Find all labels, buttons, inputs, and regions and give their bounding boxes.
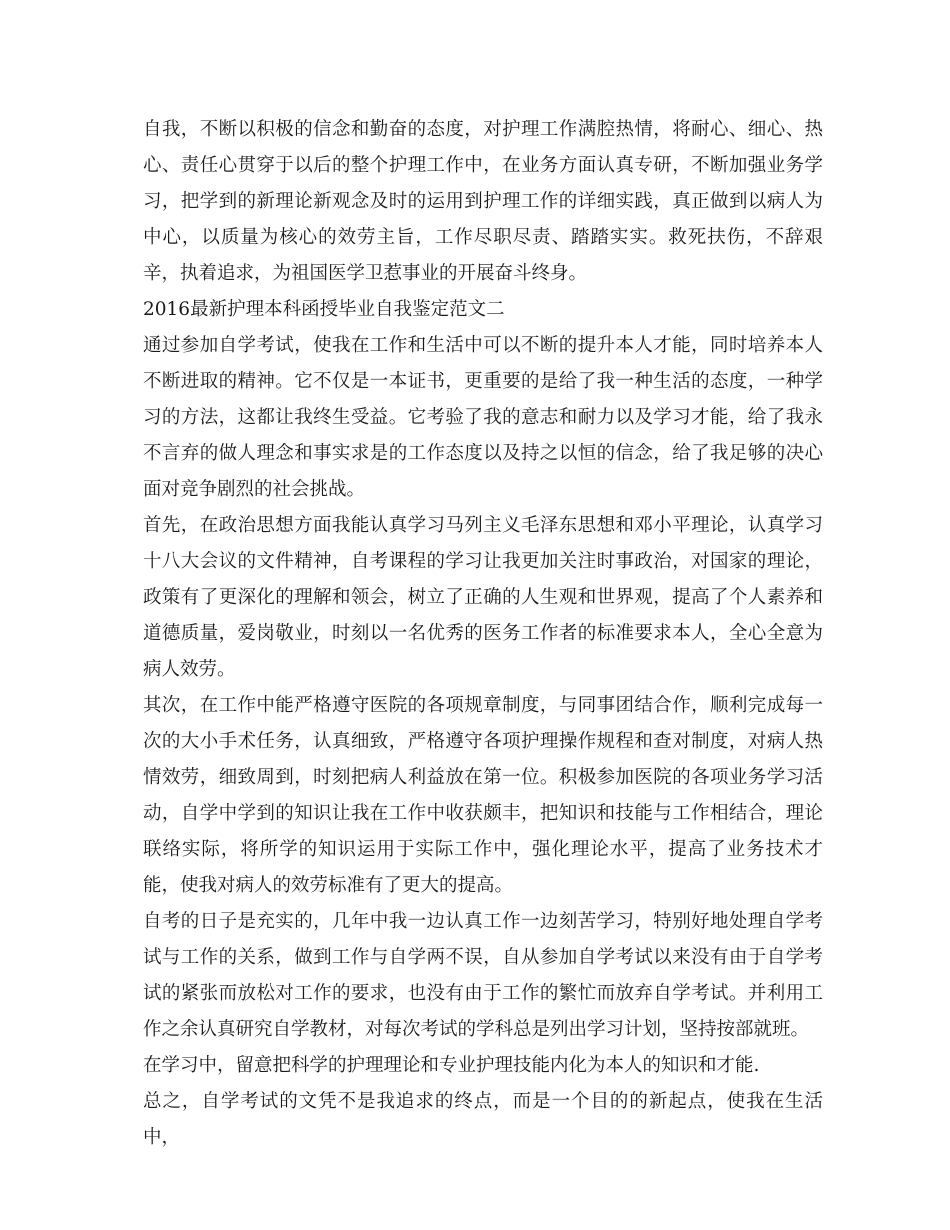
paragraph-politics: 首先，在政治思想方面我能认真学习马列主义毛泽东思想和邓小平理论，认真学习十八大会议的文件精神，自考课程的学习让我更加关注时事政治，对国家的理论，政策有了更深化的理解和领会，树立了正确的人生观和世界观，提高了个人素养和道德质量，爱岗敬业，时刻以一名优秀的医务工作者的标准要求本人，全心全意为病人效劳。 [143,515,823,680]
paragraph-intro: 自我，不断以积极的信念和勤奋的态度，对护理工作满腔热情，将耐心、细心、热心、责任心贯穿于以后的整个护理工作中，在业务方面认真专研，不断加强业务学习，把学到的新理论新观念及时的运用到护理工作的详细实践，真正做到以病人为中心，以质量为核心的效劳主旨，工作尽职尽责、踏踏实实。救死扶伤，不辞艰辛，执着追求，为祖国医学卫惹事业的开展奋斗终身。 [143,119,823,284]
paragraph-work: 其次，在工作中能严格遵守医院的各项规章制度，与同事团结合作，顺利完成每一次的大小手术任务，认真细致，严格遵守各项护理操作规程和查对制度，对病人热情效劳，细致周到，时刻把病人利益放在第一位。积极参加医院的各项业务学习活动，自学中学到的知识让我在工作中收获颇丰，把知识和技能与工作相结合，理论联络实际，将所学的知识运用于实际工作中，强化理论水平，提高了业务技术才能，使我对病人的效劳标准有了更大的提高。 [143,695,823,896]
paragraph-conclusion: 总之，自学考试的文凭不是我追求的终点，而是一个目的的新起点，使我在生活中， [143,1091,823,1148]
paragraph-exam-days: 自考的日子是充实的，几年中我一边认真工作一边刻苦学习，特别好地处理自学考试与工作的关系，做到工作与自学两不误，自从参加自学考试以来没有由于自学考试的紧张而放松对工作的要求，也没有由于工作的繁忙而放弃自学考试。并利用工作之余认真研究自学教材，对每次考试的学科总是列出学习计划，坚持按部就班。 [143,911,823,1040]
paragraph-self-study: 通过参加自学考试，使我在工作和生活中可以不断的提升本人才能，同时培养本人不断进取的精神。它不仅是一本证书，更重要的是给了我一种生活的态度，一种学习的方法，这都让我终生受益。它考验了我的意志和耐力以及学习才能，给了我永不言弃的做人理念和事实求是的工作态度以及持之以恒的信念，给了我足够的决心面对竞争剧烈的社会挑战。 [143,335,823,500]
section-heading: 2016最新护理本科函授毕业自我鉴定范文二 [143,299,505,320]
paragraph-study: 在学习中，留意把科学的护理理论和专业护理技能内化为本人的知识和才能. [143,1055,760,1076]
document-body [143,112,823,1156]
